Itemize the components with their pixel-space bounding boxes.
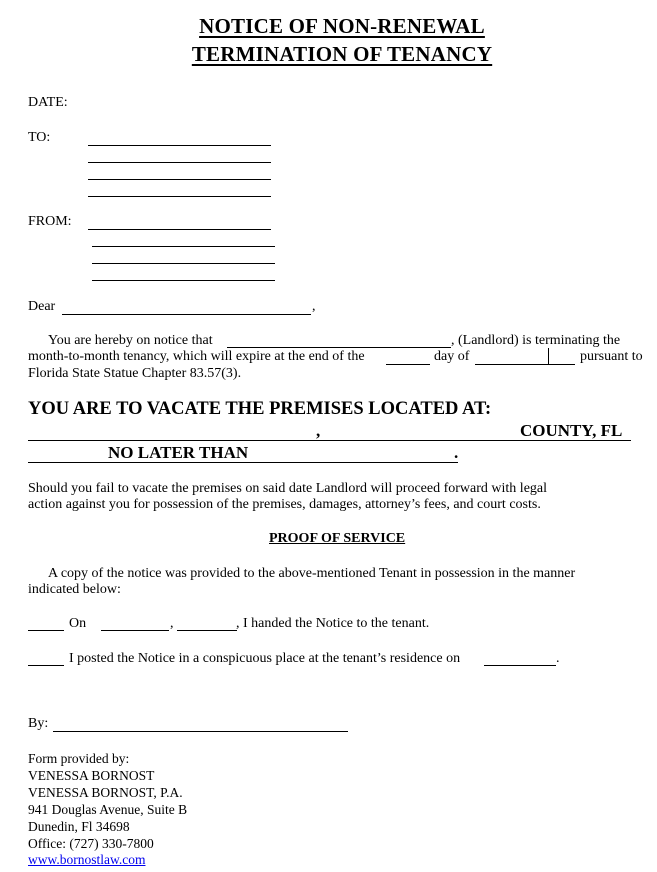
handed-date-line[interactable] [101,630,169,631]
proof-heading: PROOF OF SERVICE [269,531,406,546]
to-line-4[interactable] [88,196,271,197]
signature-line[interactable] [53,731,348,732]
dear-label: Dear [28,299,56,314]
title-line-2: TERMINATION OF TENANCY [191,42,493,66]
date-label: DATE: [28,95,68,110]
vacate-heading: YOU ARE TO VACATE THE PREMISES LOCATED AT: [28,399,492,419]
from-line-4[interactable] [92,280,275,281]
posted-date-line[interactable] [484,665,556,666]
posted-text: I posted the Notice in a conspicuous place at the tenant’s residence on [69,651,461,666]
to-line-1[interactable] [88,145,271,146]
warning-line-1: Should you fail to vacate the premises on said date Landlord will proceed forward with legal [28,481,548,496]
notice-text-2a: month-to-month tenancy, which will expire at the end of the [28,349,365,364]
from-label: FROM: [28,214,72,229]
month-year-divider [548,348,549,364]
expire-month-year-line[interactable] [475,364,575,365]
posted-period: . [556,651,560,666]
footer-street: 941 Douglas Avenue, Suite B [28,802,188,817]
dear-comma: , [312,299,316,314]
vacate-period: . [454,443,459,462]
from-line-2[interactable] [92,246,275,247]
handed-year-line[interactable] [177,630,237,631]
to-line-2[interactable] [88,162,271,163]
from-line-3[interactable] [92,263,275,264]
notice-text-1b: , (Landlord) is terminating the [451,333,621,348]
proof-line-2: indicated below: [28,582,121,597]
proof-line-1: A copy of the notice was provided to the above-mentioned Tenant in possession in the manner [48,566,576,581]
warning-line-2: action against you for possession of the premises, damages, attorney’s fees, and court costs. [28,497,541,512]
notice-text-3: Florida State Statue Chapter 83.57(3). [28,366,242,381]
handed-comma: , [170,616,174,631]
footer-city: Dunedin, Fl 34698 [28,819,130,834]
county-label: COUNTY, FL [520,421,623,440]
to-line-3[interactable] [88,179,271,180]
notice-text-2b: day of [434,349,470,364]
handed-on-label: On [69,616,87,631]
notice-text-2c: pursuant to [580,349,643,364]
handed-text: , I handed the Notice to the tenant. [236,616,430,631]
footer-office: Office: (727) 330-7800 [28,836,154,851]
footer-firm: VENESSA BORNOST, P.A. [28,785,183,800]
address-comma: , [316,421,321,440]
title-line-1: NOTICE OF NON-RENEWAL [199,14,485,38]
footer-provided-by: Form provided by: [28,751,130,766]
dear-name-line[interactable] [62,314,311,315]
from-line-1[interactable] [88,229,271,230]
to-label: TO: [28,130,51,145]
notice-text-1a: You are hereby on notice that [48,333,213,348]
footer-name: VENESSA BORNOST [28,768,155,783]
by-label: By: [28,716,49,731]
expire-day-line[interactable] [386,364,430,365]
footer-website-link[interactable]: www.bornostlaw.com [28,852,146,867]
handed-check-line[interactable] [28,630,64,631]
posted-check-line[interactable] [28,665,64,666]
landlord-name-line[interactable] [227,347,451,348]
no-later-than-label: NO LATER THAN [108,443,249,462]
